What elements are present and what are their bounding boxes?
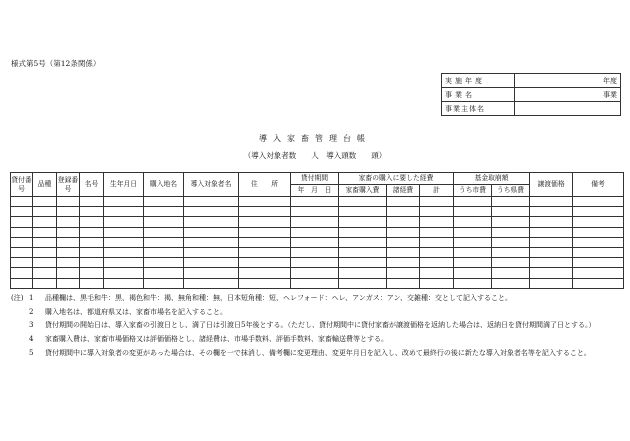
table-cell [387, 278, 420, 288]
table-cell [144, 207, 184, 217]
table-cell [492, 207, 530, 217]
table-cell [530, 227, 573, 237]
table-cell [420, 207, 454, 217]
table-cell [420, 197, 454, 207]
table-cell [530, 278, 573, 288]
note-text: 家畜購入費は、家畜市場価格又は評価価格とし、諸経費は、市場手数料、評価手数料、家畜輸送費等とする。 [45, 335, 388, 344]
note-number: 1 [29, 294, 34, 302]
table-cell [573, 197, 624, 207]
table-cell [530, 197, 573, 207]
table-row [11, 278, 624, 288]
table-cell [104, 258, 144, 268]
info-row-entity [442, 102, 621, 116]
table-cell [57, 278, 80, 288]
table-cell [530, 268, 573, 278]
note-item [11, 306, 621, 320]
table-cell [144, 217, 184, 227]
table-cell [104, 268, 144, 278]
table-cell [11, 237, 33, 247]
info-row-year [442, 74, 621, 88]
table-cell [33, 268, 57, 278]
table-cell [80, 197, 104, 207]
table-cell [530, 237, 573, 247]
table-cell [239, 217, 291, 227]
table-cell [57, 227, 80, 237]
table-cell [144, 227, 184, 237]
table-cell [80, 278, 104, 288]
header-transfer-price: 譲渡価格 [530, 173, 573, 197]
table-cell [454, 278, 492, 288]
table-cell [57, 197, 80, 207]
table-cell [454, 268, 492, 278]
table-cell [239, 258, 291, 268]
header-birth: 生年月日 [104, 173, 144, 197]
table-cell [11, 258, 33, 268]
table-cell [11, 227, 33, 237]
ledger-table [10, 172, 624, 289]
table-cell [420, 258, 454, 268]
note-item [11, 292, 621, 306]
table-cell [291, 217, 339, 227]
table-row [11, 197, 624, 207]
table-cell [33, 227, 57, 237]
page-subtitle: （導入対象者数 人 導入頭数 頭） [243, 151, 387, 160]
table-cell [239, 247, 291, 257]
table-cell [104, 207, 144, 217]
table-cell [573, 227, 624, 237]
table-cell [339, 258, 387, 268]
table-cell [454, 237, 492, 247]
table-cell [492, 247, 530, 257]
table-cell [530, 258, 573, 268]
table-cell [291, 207, 339, 217]
table-cell [291, 247, 339, 257]
table-cell [387, 227, 420, 237]
header-fund-pref: うち県費 [492, 185, 530, 197]
table-cell [339, 278, 387, 288]
table-cell [11, 247, 33, 257]
table-cell [11, 197, 33, 207]
note-number: 3 [29, 321, 34, 330]
table-cell [339, 217, 387, 227]
table-cell [454, 247, 492, 257]
table-cell [339, 237, 387, 247]
info-row-project [442, 88, 621, 102]
table-cell [184, 197, 239, 207]
table-cell [11, 278, 33, 288]
notes [11, 292, 621, 361]
table-cell [57, 268, 80, 278]
table-cell [492, 258, 530, 268]
table-cell [184, 207, 239, 217]
table-cell [291, 278, 339, 288]
note-item [11, 319, 621, 333]
note-item [11, 347, 621, 361]
table-cell [57, 247, 80, 257]
table-cell [339, 197, 387, 207]
info-value-entity [515, 102, 621, 116]
info-value-year: 年度 [515, 74, 621, 88]
table-cell [33, 217, 57, 227]
table-row [11, 258, 624, 268]
table-cell [573, 258, 624, 268]
table-cell [104, 227, 144, 237]
header-loan-period: 貸付期間 [291, 173, 339, 185]
table-cell [454, 207, 492, 217]
table-cell [291, 237, 339, 247]
table-cell [33, 207, 57, 217]
table-cell [57, 237, 80, 247]
table-cell [492, 227, 530, 237]
note-text: 品種欄は、黒毛和牛：黒、褐色和牛：褐、無角和種：無、日本短角種：短、ヘレフォード：ヘレ、アンガス：アン、交雑種：交として記入すること。 [45, 294, 512, 302]
table-cell [492, 268, 530, 278]
table-cell [104, 237, 144, 247]
table-cell [104, 247, 144, 257]
table-cell [57, 258, 80, 268]
table-cell [184, 247, 239, 257]
header-remarks: 備考 [573, 173, 624, 197]
table-cell [387, 217, 420, 227]
table-cell [420, 227, 454, 237]
table-cell [11, 217, 33, 227]
table-cell [492, 237, 530, 247]
header-loan-no: 貸付番号 [11, 173, 33, 197]
table-cell [339, 268, 387, 278]
table-cell [492, 197, 530, 207]
header-purchase-place: 購入地名 [144, 173, 184, 197]
header-cost-misc: 諸経費 [387, 185, 420, 197]
note-text: 貸付期間の開始日は、導入家畜の引渡日とし、満了日は引渡日5年後とする。（ただし、貸付期間中に貸付家畜が譲渡価格を返納した場合は、返納日を貸付期間満了日とする。） [45, 321, 596, 330]
table-cell [33, 278, 57, 288]
table-cell [33, 258, 57, 268]
info-label-entity: 事業主体名 [442, 102, 515, 116]
form-number: 様式第5号（第12条関係） [11, 59, 101, 68]
info-label-project: 事業名 [442, 88, 515, 102]
table-cell [387, 268, 420, 278]
header-fund-group: 基金取崩額 [454, 173, 530, 185]
table-cell [184, 258, 239, 268]
table-cell [80, 268, 104, 278]
table-cell [184, 278, 239, 288]
table-cell [239, 237, 291, 247]
table-cell [387, 207, 420, 217]
note-number: 2 [29, 307, 34, 316]
table-cell [80, 207, 104, 217]
header-cost-group: 家畜の購入に要した経費 [339, 173, 454, 185]
table-cell [420, 268, 454, 278]
table-cell [80, 217, 104, 227]
table-cell [454, 197, 492, 207]
table-cell [239, 268, 291, 278]
table-cell [387, 247, 420, 257]
info-value-project: 事業 [515, 88, 621, 102]
table-cell [573, 268, 624, 278]
table-row [11, 217, 624, 227]
page-title: 導入家畜管理台帳 [259, 134, 371, 143]
table-row [11, 268, 624, 278]
table-cell [492, 278, 530, 288]
table-cell [530, 217, 573, 227]
table-cell [291, 197, 339, 207]
table-cell [387, 237, 420, 247]
table-cell [11, 268, 33, 278]
table-cell [104, 278, 144, 288]
table-cell [239, 278, 291, 288]
table-cell [144, 258, 184, 268]
table-cell [239, 227, 291, 237]
table-cell [80, 258, 104, 268]
notes-prefix: (注) [11, 294, 24, 302]
info-label-year: 実施年度 [442, 74, 515, 88]
table-cell [291, 268, 339, 278]
table-cell [573, 237, 624, 247]
table-cell [80, 227, 104, 237]
table-cell [80, 247, 104, 257]
table-cell [530, 207, 573, 217]
table-cell [573, 278, 624, 288]
table-cell [33, 247, 57, 257]
table-cell [80, 237, 104, 247]
note-number: 5 [29, 348, 34, 357]
info-box [441, 73, 621, 116]
header-name: 名号 [80, 173, 104, 197]
table-cell [144, 197, 184, 207]
table-cell [573, 207, 624, 217]
table-cell [387, 258, 420, 268]
table-cell [11, 207, 33, 217]
table-cell [33, 197, 57, 207]
table-cell [492, 217, 530, 227]
table-cell [144, 247, 184, 257]
table-cell [339, 227, 387, 237]
table-cell [420, 278, 454, 288]
table-cell [144, 278, 184, 288]
table-cell [291, 227, 339, 237]
table-cell [104, 197, 144, 207]
header-reg-no: 登録番号 [57, 173, 80, 197]
table-cell [420, 217, 454, 227]
table-cell [239, 197, 291, 207]
table-cell [184, 237, 239, 247]
table-cell [57, 207, 80, 217]
table-cell [33, 237, 57, 247]
note-item [11, 333, 621, 347]
table-cell [573, 247, 624, 257]
ledger-body [11, 197, 624, 289]
table-cell [239, 207, 291, 217]
table-row [11, 207, 624, 217]
table-cell [184, 217, 239, 227]
table-cell [184, 268, 239, 278]
table-row [11, 247, 624, 257]
table-row [11, 227, 624, 237]
table-cell [144, 268, 184, 278]
table-cell [530, 247, 573, 257]
note-number: 4 [29, 335, 34, 344]
table-cell [339, 207, 387, 217]
header-fund-city: うち市費 [454, 185, 492, 197]
table-cell [291, 258, 339, 268]
table-row [11, 237, 624, 247]
note-text: 貸付期間中に導入対象者の変更があった場合は、その欄を一で抹消し、備考欄に変更理由、変更年月日を記入し、改めて最終行の後に新たな導入対象者名等を記入すること。 [45, 348, 591, 357]
table-cell [387, 197, 420, 207]
table-cell [454, 217, 492, 227]
table-cell [420, 237, 454, 247]
table-cell [573, 217, 624, 227]
table-cell [184, 227, 239, 237]
table-cell [104, 217, 144, 227]
header-recipient: 導入対象者名 [184, 173, 239, 197]
table-cell [339, 247, 387, 257]
table-cell [454, 258, 492, 268]
table-cell [57, 217, 80, 227]
table-cell [420, 247, 454, 257]
table-cell [144, 237, 184, 247]
note-text: 購入地名は、都道府県又は、家畜市場名を記入すること。 [45, 307, 227, 316]
table-cell [454, 227, 492, 237]
header-breed: 品種 [33, 173, 57, 197]
header-cost-total: 計 [420, 185, 454, 197]
header-loan-period-sub: 年 月 日 [291, 185, 339, 197]
header-address: 住 所 [239, 173, 291, 197]
header-cost-purchase: 家畜購入費 [339, 185, 387, 197]
